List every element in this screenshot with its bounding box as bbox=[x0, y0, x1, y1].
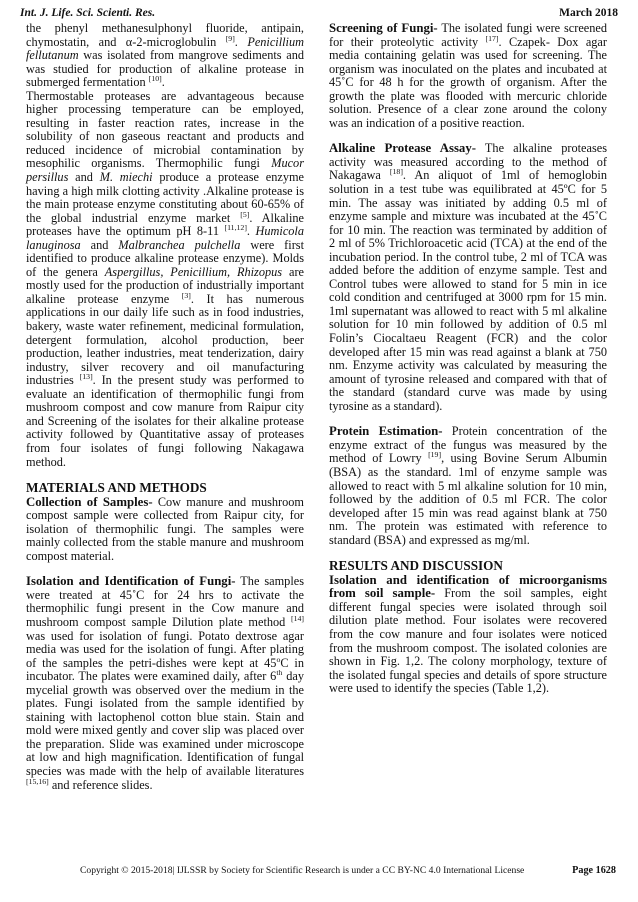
screening-paragraph: Screening of Fungi- The isolated fungi were screened for their proteolytic activity [17]. Czapek- Dox agar media containing gelatin was used for screening. The organism was inoculated on the plates and incubated at 45˚C for 48 h for the growth of organism. After the growth the plate was flooded with mercuric chloride solution. Presence of a clear zone around the colony was an indication of a positive reaction. bbox=[329, 21, 608, 130]
subheading-protease-assay: Alkaline Protease Assay- bbox=[329, 141, 476, 156]
citation: [13] bbox=[79, 372, 93, 382]
protease-assay-paragraph: Alkaline Protease Assay- The alkaline proteases activity was measured according to the method of Nakagawa [18]. An aliquot of 1ml of hemoglobin solution in a test tube was equilibrated at 45ºC for 5 min. The assay was initiated by adding 0.5 ml of enzyme sample and mixture was incubated at the 45˚C for 10 min. The reaction was terminated by addition of 2 ml of 5% Trichloroacetic acid (TCA) at the end of the incubation period. In the control tube, 2 ml of TCA was added before the addition of enzyme sample. Test and Control tubes were allowed to stand for 5 min in ice cold condition and centrifuged at 3000 rpm for 15 min. 1ml supernatant was allowed to react with 5 ml alkaline solution for 10 min followed by addition of 0.5 ml Folin’s Ciocaltaeu Reagent (FCR) and the color developed after 15 min was read against a blank at 750 nm. Enzyme activity was calculated by measuring the amount of tyrosine released and compared with that of the standard (standard curve was made by using tyrosine as a standard). bbox=[329, 141, 607, 413]
intro-paragraph-1: the phenyl methanesulphonyl fluoride, antipain, chymostatin, and α-2-microglobulin [9]. Penicillium fellutanum was isolated from mangrove sediments and was studied for production of alkaline protease in submerged fermentation [10]. bbox=[26, 21, 304, 90]
subheading-protein-estimation: Protein Estimation- bbox=[329, 424, 443, 439]
page-footer bbox=[0, 865, 638, 879]
section-heading-methods: MATERIALS AND METHODS bbox=[26, 480, 207, 496]
citation: [18] bbox=[389, 167, 403, 177]
issue-date: March 2018 bbox=[559, 7, 618, 19]
journal-name: Int. J. Life. Sci. Scienti. Res. bbox=[20, 7, 156, 19]
subheading-screening: Screening of Fungi- bbox=[329, 21, 438, 35]
results-paragraph: Isolation and identification of microorganisms from soil sample- From the soil samples, eight different fungal species were isolated through soil dilution plate method. Four isolates were recovered from the cow manure and four isolates were noticed from the mushroom compost. The isolated colonies are shown in Fig. 1,2. The colony morphology, texture of the isolated fungal species and details of spore structure were used to identify the species (Table 1,2). bbox=[329, 572, 607, 696]
right-column bbox=[329, 22, 607, 696]
subheading-isolation-identification: Isolation and identification of microorganisms from soil sample- bbox=[329, 572, 607, 601]
subheading-collection: Collection of Samples- bbox=[26, 494, 153, 509]
citation: [17] bbox=[485, 33, 499, 43]
citation: [15,16] bbox=[26, 776, 49, 786]
copyright-notice: Copyright © 2015-2018| IJLSSR by Society for Scientific Research is under a CC BY-NC 4.0 International License bbox=[80, 865, 525, 876]
citation: [14] bbox=[291, 613, 304, 623]
intro-paragraph-2: Thermostable proteases are advantageous because higher processing temperature can be employed, resulting in faster reaction rates, increase in the solubility of non gaseous reactant and products and reduced incidence of microbial contamination by mesophilic organisms. Thermophilic fungi Mucor persillus and M. miechi produce a protease enzyme having a high milk clotting activity .Alkaline protease is the main protease enzyme constituting about 60-65% of the global industrial enzyme market [5]. Alkaline proteases have the optimum pH 8-11 [11,12]. Humicola lanuginosa and Malbranchea pulchella were first identified to produce alkaline protease enzyme). Molds of the genera Aspergillus, Penicillium, Rhizopus are mostly used for the production of industrially important alkaline protease enzyme [3]. It has numerous applications in our daily life such as in food industries, bakery, waste water refinement, medicinal formulation, detergent formulation, alcohol production, beer production, leather industries, meat tenderization, dairy industry, silver recovery and oil manufacturing industries [13]. In the present study was performed to evaluate an identification of thermophilic fungi from mushroom compost and cow manure from Raipur city and Screening of the isolates for their alkaline protease activity followed by Quantitative assay of proteases from four isolates of fungi following Nakagawa method. bbox=[26, 88, 304, 469]
left-column bbox=[26, 22, 304, 792]
citation: [19] bbox=[428, 450, 442, 460]
page-number: Page 1628 bbox=[572, 865, 616, 876]
citation: [3] bbox=[181, 290, 191, 300]
protein-estimation-paragraph: Protein Estimation- Protein concentration of the enzyme extract of the fungus was measured by the method of Lowry [19], using Bovine Serum Albumin (BSA) as the standard. 1ml of enzyme sample was allowed to react with 5 ml alkaline solution for 10 min, followed by the addition of 0.5 ml FCR. The color developed after 15 min was read against blank at 750 nm. The protein was estimated with reference to standard (BSA) and expressed as mg/ml. bbox=[329, 424, 607, 547]
citation: [5] bbox=[240, 209, 250, 219]
citation: [9] bbox=[225, 33, 235, 43]
subheading-isolation: Isolation and Identification of Fungi- bbox=[26, 574, 236, 589]
citation: [11,12] bbox=[224, 223, 247, 233]
section-heading-results: RESULTS AND DISCUSSION bbox=[329, 558, 503, 574]
citation: [10] bbox=[148, 74, 162, 84]
isolation-paragraph: Isolation and Identification of Fungi- The samples were treated at 45˚C for 24 hrs to activate the thermophilic fungi present in the Cow manure and mushroom compost sample Dilution plate method [14] was used for isolation of fungi. Potato dextrose agar media was used for the isolation of fungi. After plating of the samples the petri-dishes were kept at 45$^o$C in incubator. The plates were examined daily, after 6th day mycelial growth was observed over the medium in the plates. Fungi isolated from the sample identified by staining with lactophenol cotton blue stain. Stain and mold were mixed gently and cover slip was placed over the preparation. Slide was examined under microscope at low and high magnification. Identification of fungal species was made with the help of available literatures [15,16] and reference slides. bbox=[26, 574, 304, 792]
collection-paragraph: Collection of Samples- Cow manure and mushroom compost sample were collected from Raipur city, for isolation of thermophilic fungi. The samples were mainly collected from the stable manure and mushroom compost material. bbox=[26, 494, 304, 563]
